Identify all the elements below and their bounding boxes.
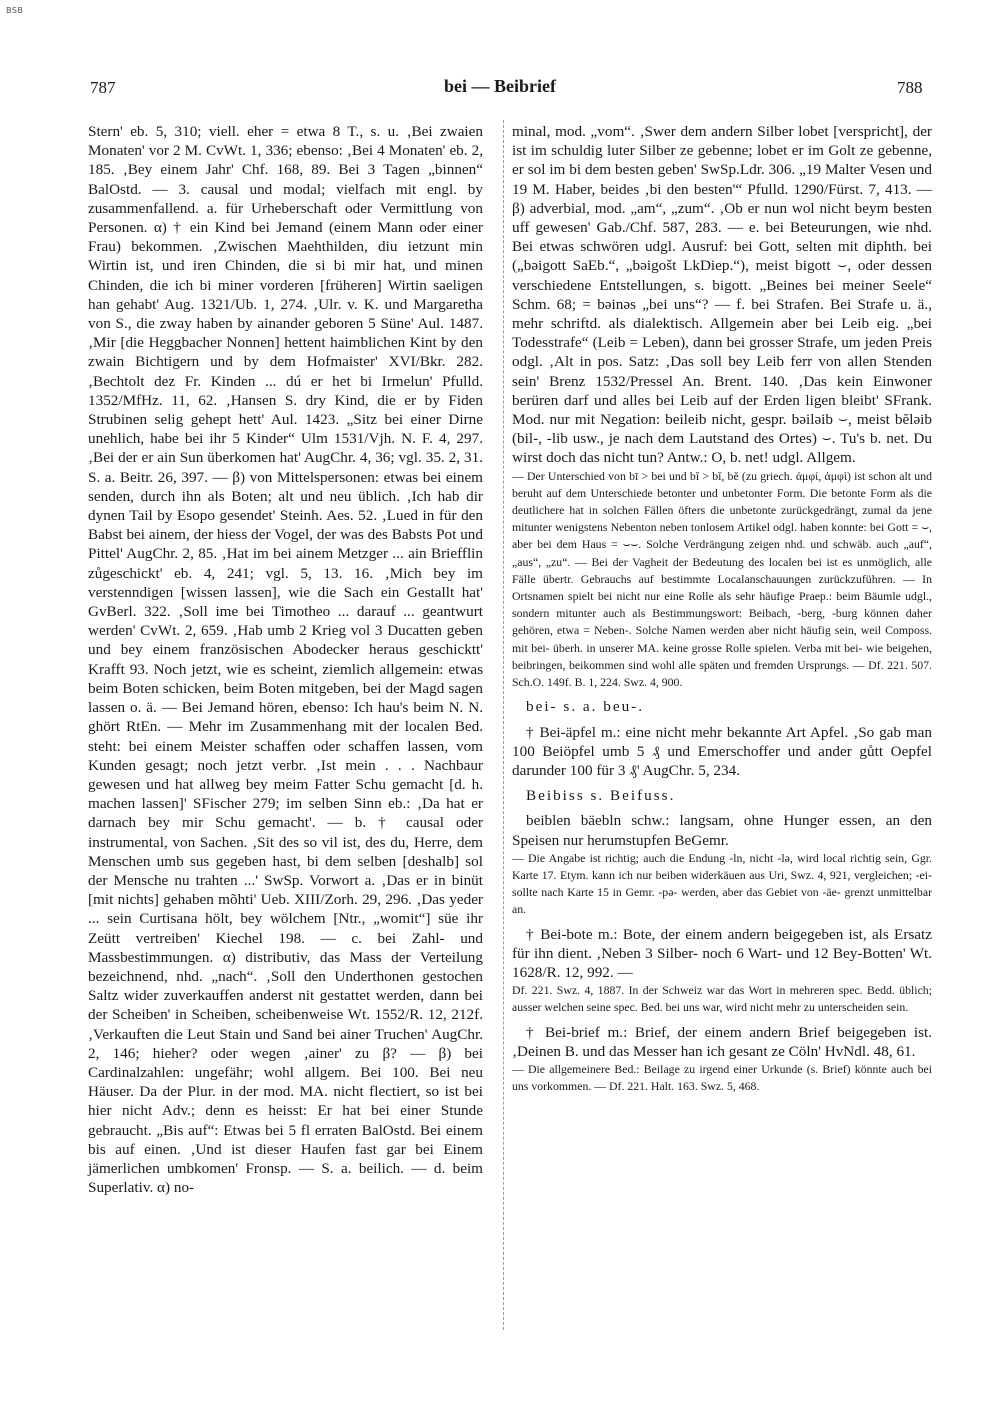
xref-beibiss: Beibiss s. Beifuss.: [526, 787, 676, 805]
entry-beibote-note: Df. 221. Swz. 4, 1887. In der Schweiz war das Wort in mehreren spec. Bedd. üblich; ausser welchen seine spec. Bed. bei uns war, wird nicht mehr zu unterscheiden sein.: [512, 983, 932, 1015]
page-number-left: 787: [90, 78, 116, 97]
etymology-note: — Der Unterschied von bī > bei und bĭ > bĭ, bĕ (zu griech. ἀμφί, ἀμφὶ) ist schon alt und beruht auf dem Unterschiede betonter und unbetonter Form. Die betonte Form als die deutlichere hat in solchen Fällen öfters die unbetonte zurückgedrängt, zumal da jene mitunter wenigstens Nebenton neben tonlosem Artikel odgl. haben konnte: bei Gott = ⌣, aber bei dem Haus = ⌣⌣. Solche Verdrängung zeigen nhd. und schwäb. auch „auf“, „aus“, „zu“. — Bei der Vagheit der Bedeutung des localen bei ist es unmöglich, alle Fälle übertr. Gebrauchs auf bestimmte Localanschauungen zurückzuführen. — In Ortsnamen spielt bei nicht nur eine Rolle als sehr häufige Praep.: beim Bäumle udgl., sondern mitunter auch als Bestimmungswort: Beibach, -berg, -burg können daher gehören, etwa = Neben-. Solche Namen werden aber nicht häufig sein, weil Composs. mit bei- überh. in unserer MA. keine grosse Rolle spielen. Verba mit bei- wie beigehen, beibringen, beikommen sind wohl alle späten und fremden Ursprungs. — Df. 221. 507. Sch.O. 149f. B. 1, 224. Swz. 4, 900.: [512, 468, 932, 690]
right-column: [512, 122, 932, 1095]
running-head: bei — Beibrief: [444, 76, 556, 96]
entry-beiapfel: † Bei-äpfel m.: eine nicht mehr bekannte Art Apfel. ‚So gab man 100 Beiöpfel umb 5 ₰ und Emerschoffer und ander gůtt Oepfel darunder 100 für 3 ₰' AugChr. 5, 234.: [512, 723, 932, 779]
left-column: [88, 122, 483, 1197]
entry-beibote: † Bei-bote m.: Bote, der einem andern beigegeben ist, als Ersatz für ihn dient. ‚Neben 3 Silber- noch 6 Wart- und 12 Bey-Botten' Wt. 1628/R. 12, 992. —: [512, 925, 932, 981]
column-divider: [503, 120, 504, 1330]
library-stamp: BSB: [6, 6, 24, 15]
entry-beiblen: beiblen bäebln schw.: langsam, ohne Hunger essen, an den Speisen nur herumstupfen BeGemr.: [512, 812, 932, 849]
entry-beibrief-note: — Die allgemeinere Bed.: Beilage zu irgend einer Urkunde (s. Brief) könnte auch bei uns vorkommen. — Df. 221. Halt. 163. Swz. 5, 468.: [512, 1061, 932, 1094]
right-column-text: minal, mod. „vom“. ‚Swer dem andern Silber lobet [verspricht], der ist im schuldig luter Silber ze gebenne; lobet er im Golt ze gebenne, er sol im bi dem besten geben' SwSp.Ldr. 306. „19 Malter Vesen und 19 M. Haber, beides ‚bi den besten'“ Pfulld. 1290/Fürst. 7, 413. — β) adverbial, mod. „am“, „zum“. ‚Ob er nun wol nicht beym besten uff gewesen' Gab./Chf. 587, 283. — e. bei Beteurungen, wie nhd. Bei etwas schwören udgl. Ausruf: bei Gott, selten mit diphth. bei („bəigott SaEb.“, „bəigošt LkDiep.“), meist bigott ⌣, oder dessen verschiedene Entstellungen, s. bigott. „Beines bei meiner Seele“ Schm. 68; = bəinəs „bei uns“? — f. bei Strafen. Bei Strafe u. ä., mehr schriftd. als dialektisch. Allgemein aber bei Leib eig. „bei Todesstrafe“ (Leib = Leben), dann bei grosser Strafe, um jeden Preis odgl. ‚Alt in pos. Satz: ‚Das soll bey Leib ferr von allen Stenden sein' Brenz 1532/Pressel An. Brent. 140. ‚Das kein Einwoner berüren darf und alles bei Leib auf der Erden ligen bleibt' SFrank. Mod. nur mit Negation: beileib nicht, gespr. bəiləib ⌣, meist bĕləib (bil-, -lib usw., je nach dem Lautstand des Ortes) ⌣. Tu's b. net. Du wirst doch das nicht tun? Antw.: O, b. net! udgl. Allgem.: [512, 123, 932, 467]
entry-beibrief: † Bei-brief m.: Brief, der einem andern Brief beigegeben ist. ‚Deinen B. und das Messer han ich gesant ze Cöln' HvNdl. 48, 61.: [512, 1023, 932, 1060]
xref-bei: bei- s. a. beu-.: [526, 698, 645, 716]
left-column-text: Stern' eb. 5, 310; viell. eher = etwa 8 T., s. u. ‚Bei zwaien Monaten' vor 2 M. CvWt. 1, 336; ebenso: ‚Bei 4 Monaten' eb. 2, 185. ‚Bey einem Jahr' Chf. 168, 89. Bei 3 Tagen „binnen“ BalOstd. — 3. causal und modal; vielfach mit engl. by zusammenfallend. a. für Urheberschaft oder Vermittlung von Personen. α) † ein Kind bei Jemand (einem Mann oder einer Frau) bekommen. ‚Zwischen Maehthilden, diu ietzunt min Wirtin ist, und iren Chinden, die si bi mir hat, und minen Chinden, die ich bi miner vorderen [früheren] Wirtin saeligen han gehabt' Aug. 1321/Ub. 1, 274. ‚Ulr. v. K. und Margaretha von S., die zway haben by ainander geboren 5 Süne' Aul. 1487. ‚Mir [die Heggbacher Nonnen] hettent haimblichen Kint by den zwain Bichtigern und by dem Hofmaister' XVI/Bkr. 282. ‚Bechtolt dez Fr. Kinden ... dú er het bi Irmelun' Pfulld. 1352/MfHz. 11, 62. ‚Hansen S. dry Kind, die er by Fiden Strubinen selig gehept hett' Aul. 1423. „Sitz bei einer Dirne unehlich, habe bei ihr 5 Kinder“ Ulm 1531/Vjh. N. F. 4, 297. ‚Bei der er ain Sun überkomen hat' AugChr. 4, 36; vgl. 35. 2, 31. S. a. Beitr. 26, 397. — β) von Mittelspersonen: etwas bei einem senden, durch ihn als Boten; alt und neu üblich. ‚Ich hab dir dynen Tail by Esopo gesendet' Steinh. Aes. 52. ‚Lued in für den Babst bei ainem, der hiess der Vogel, der was des Babsts Pot und Pittel' AugChr. 2, 85. ‚Hat im bei ainem Metzger ... ain Briefflin zůgeschickt' eb. 4, 241; vgl. 5, 13. 16. ‚Mich bey im verstenndigen [wissen lassen], wie die Sach ein Gestallt hat' GvBerl. 322. ‚Soll ime bei Timotheo ... darauf ... geantwurt werden' CvWt. 2, 659. ‚Hab umb 2 Krieg vol 3 Ducatten geben und bey einem französischen Abodecker heraus geschicktt' Krafft 93. Noch jetzt, wie es scheint, ziemlich allgemein: etwas beim Boten schicken, beim Boten mitgeben, bei der Magd sagen lassen o. ä. — Bei Jemand hören, ebenso: Ich hau's beim N. N. ghört RtEn. — Mehr im Zusammenhang mit der localen Bed. steht: bei einem Meister schaffen oder schaffen lassen, vom Kunden gesagt; noch jetzt verbr. ‚Ist mein . . . Nachbaur gewesen und hat allweg bey meim Fatter Schu gemacht [d. h. machen lassen]' SFischer 279; im selben Sinn eb.: ‚Da hat er darnach bey mir Schu gemacht'. — b. † causal oder instrumental, von Sachen. ‚Sit des so vil ist, des du, Herre, dem Menschen umb sus gegeben hast, bi dem selben [deshalb] sol der Mensche nu trahten ...' SwSp. Vorwort a. ‚Das er in binüt [mit nichts] gehaben mõhti' Ueb. XIII/Zorh. 29, 296. ‚Das yeder ... sein Curtisana hölt, bey wölchem [Ntr., „womit“] süe ihr Zeütt vertreiben' Kiechel 198. — c. bei Zahl- und Massbestimmungen. α) distributiv, das Mass der Verteilung bezeichnend, nhd. „nach“. ‚Soll den Underthonen gestochen Saltz wider zuverkauffen anderst nit gestattet werden, dann bei der Scheiben' in Scheiben, scheibenweise Wt. 1552/R. 12, 212f. ‚Verkauften die Leut Stain und Sand bei ainer Truchen' AugChr. 2, 146; hieher? oder wegen ‚ainer' zu β? — β) bei Cardinalzahlen: ungefähr; wohl allgem. Bei 100. Bei neu Häuser. Da der Plur. in der mod. MA. nicht flectiert, so ist bei hier nicht Adv.; denn es heisst: Er hat bei einer Stunde gebraucht. „Bis auf“: Etwas bei 5 fl erraten BalOstd. Bei einem bis auf einen. ‚Und ist dieser Haufen fast gar bei Einem jämerlichen umbkomen' Fronsp. — S. a. beilich. — d. beim Superlativ. α) no-: [88, 123, 483, 1197]
page-number-right: 788: [897, 78, 923, 97]
entry-beiblen-note: — Die Angabe ist richtig; auch die Endung -ln, nicht -lə, wird local richtig sein, Ggr. Karte 17. Etym. kann ich nur beiben widerkäuen aus Uri, Swz. 4, 921, vergleichen; -ei- sollte nach Karte 15 in Gemr. -pə- werden, aber das Gebiet von -äe- grenzt unmittelbar an.: [512, 850, 932, 917]
